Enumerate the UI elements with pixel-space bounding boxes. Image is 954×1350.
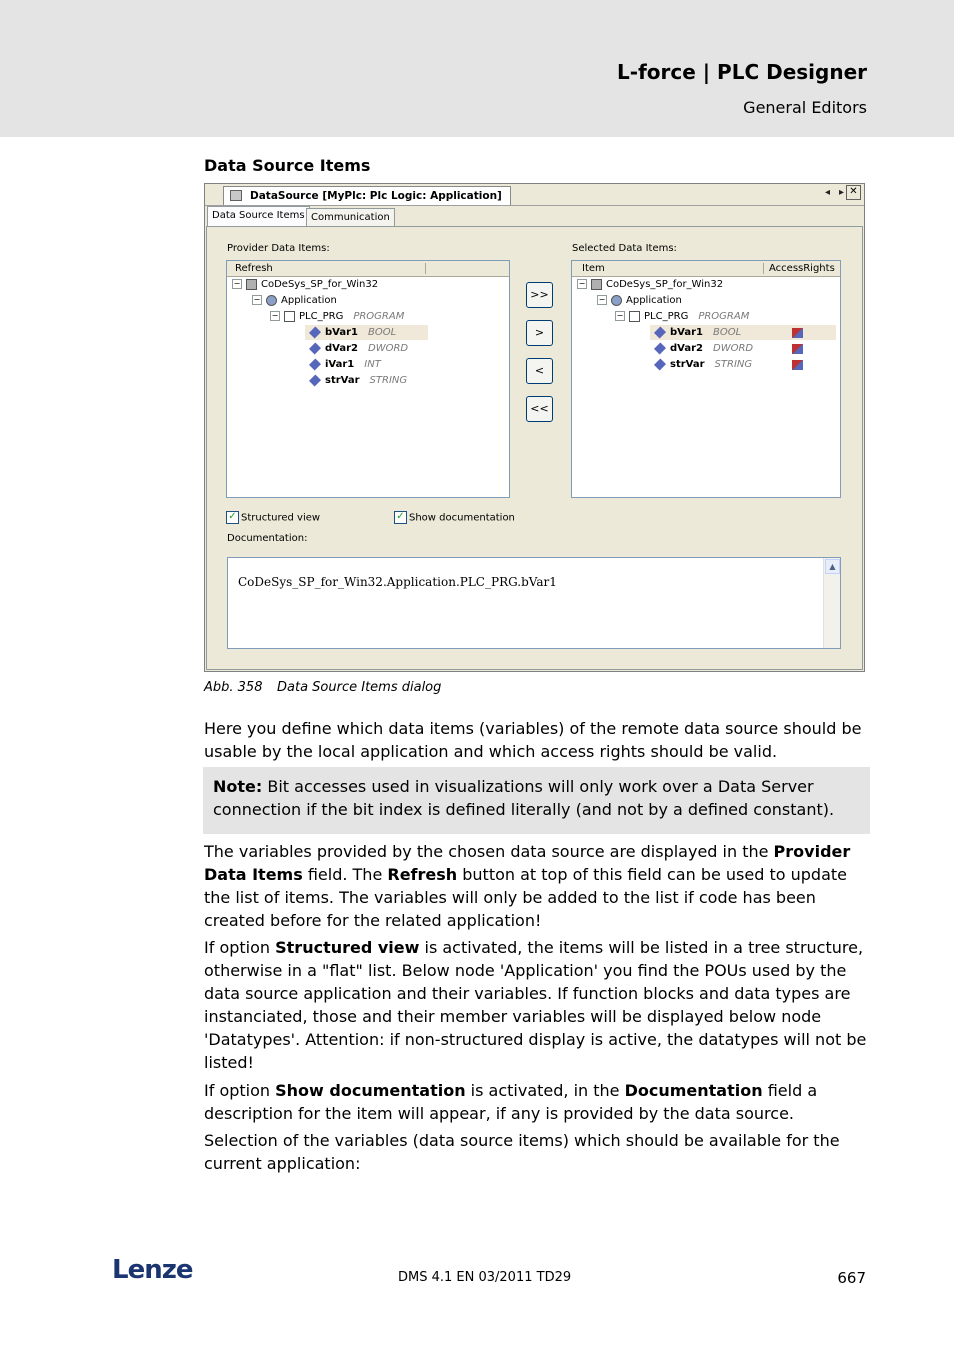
figure-caption-text: Data Source Items dialog xyxy=(277,680,442,695)
access-rights-icon[interactable] xyxy=(792,344,803,354)
paragraph-intro: Here you define which data items (variables) of the remote data source should be usable by the local application and which access rights should be valid. xyxy=(204,719,862,761)
paragraph-provider: The variables provided by the chosen data source are displayed in the Provider Data Items field. The Refresh button at top of this field can be used to update the list of items. The variables will only be added to the list if code has been created before for the related application! xyxy=(204,842,851,930)
note-text: Bit accesses used in visualizations will only work over a Data Server connection if the bit index is defined literally (and not by a defined constant). xyxy=(213,777,835,819)
documentation-label: Documentation: xyxy=(227,533,308,544)
show-documentation-checkbox[interactable]: ✓ Show documentation xyxy=(394,511,515,525)
lenze-logo: Lenze xyxy=(112,1255,193,1285)
footer-doc-id: DMS 4.1 EN 03/2011 TD29 xyxy=(398,1270,572,1285)
checkmark-icon: ✓ xyxy=(394,511,407,524)
tree-node-pou[interactable]: − PLC_PRG PROGRAM xyxy=(271,311,405,322)
paragraph-show-documentation: If option Show documentation is activated, in the Documentation field a description for the item will appear, if any is provided by the data source. xyxy=(204,1081,818,1123)
note-label: Note: xyxy=(213,777,263,796)
selected-data-items-list[interactable] xyxy=(571,260,841,498)
figure-number: Abb. 358 xyxy=(204,680,263,695)
collapse-icon[interactable]: − xyxy=(233,279,241,288)
remove-all-button[interactable]: << xyxy=(526,396,553,422)
structured-view-checkbox[interactable]: ✓ Structured view xyxy=(226,511,320,525)
header-title: L-force | PLC Designer xyxy=(617,60,867,84)
selected-var-row[interactable]: bVar1 BOOL xyxy=(654,325,741,340)
tree-node-application[interactable]: − Application xyxy=(253,295,337,306)
variable-icon xyxy=(654,326,666,338)
access-rights-icon[interactable] xyxy=(792,360,803,370)
collapse-icon[interactable]: − xyxy=(616,311,624,320)
device-icon xyxy=(246,279,257,290)
variable-icon xyxy=(654,358,666,370)
tab-communication[interactable]: Communication xyxy=(306,208,395,226)
scroll-up-icon[interactable]: ▲ xyxy=(825,559,840,574)
datasource-icon xyxy=(230,190,242,201)
nav-prev-icon[interactable]: ◂ xyxy=(824,187,830,198)
pou-icon xyxy=(284,311,295,322)
close-icon[interactable]: ✕ xyxy=(846,185,861,200)
tree-node-device[interactable]: − CoDeSys_SP_for_Win32 xyxy=(578,279,724,290)
column-header-item[interactable]: Item xyxy=(582,263,605,274)
selected-var-row[interactable]: strVar STRING xyxy=(654,357,752,372)
variable-icon xyxy=(309,342,321,354)
provider-var-row[interactable]: iVar1 INT xyxy=(309,357,381,372)
paragraph-structured-view: If option Structured view is activated, the items will be listed in a tree structure, otherwise in a "flat" list. Below node 'Application' you find the POUs used by the data source application and their variables. If function blocks and data types are instanciated, those and their member variables will be displayed below node 'Datatypes'. Attention: if non-structured display is active, the datatypes will not be listed! xyxy=(204,938,867,1072)
collapse-icon[interactable]: − xyxy=(578,279,586,288)
checkmark-icon: ✓ xyxy=(226,511,239,524)
tree-node-device[interactable]: − CoDeSys_SP_for_Win32 xyxy=(233,279,379,290)
selected-data-items-label: Selected Data Items: xyxy=(572,243,677,254)
provider-list-header xyxy=(227,261,509,277)
column-header-accessrights[interactable]: AccessRights xyxy=(769,263,835,274)
provider-var-row[interactable]: strVar STRING xyxy=(309,373,407,388)
device-icon xyxy=(591,279,602,290)
page-number: 667 xyxy=(837,1269,866,1287)
variable-icon xyxy=(309,326,321,338)
provider-data-items-list[interactable] xyxy=(226,260,510,498)
documentation-scrollbar[interactable] xyxy=(823,558,840,648)
documentation-field[interactable] xyxy=(227,557,841,649)
selected-var-row[interactable]: dVar2 DWORD xyxy=(654,341,753,356)
document-tab-bar xyxy=(205,184,864,206)
collapse-icon[interactable]: − xyxy=(598,295,606,304)
variable-icon xyxy=(654,342,666,354)
document-tab[interactable] xyxy=(223,186,511,205)
variable-icon xyxy=(309,358,321,370)
paragraph-selection: Selection of the variables (data source items) which should be available for the current application: xyxy=(204,1131,840,1173)
tab-data-source-items[interactable]: Data Source Items xyxy=(207,206,310,227)
tree-node-application[interactable]: − Application xyxy=(598,295,682,306)
refresh-button[interactable]: Refresh xyxy=(235,263,273,274)
selected-list-header xyxy=(572,261,840,277)
document-tab-label: DataSource [MyPlc: Plc Logic: Application] xyxy=(250,190,502,202)
provider-var-row[interactable]: bVar1 BOOL xyxy=(309,325,396,340)
collapse-icon[interactable]: − xyxy=(271,311,279,320)
tree-node-pou[interactable]: − PLC_PRG PROGRAM xyxy=(616,311,750,322)
application-gear-icon xyxy=(266,295,277,306)
provider-data-items-label: Provider Data Items: xyxy=(227,243,330,254)
tab-panel xyxy=(206,226,863,670)
provider-var-row[interactable]: dVar2 DWORD xyxy=(309,341,408,356)
note-box xyxy=(203,767,870,834)
figure-caption xyxy=(204,680,441,695)
collapse-icon[interactable]: − xyxy=(253,295,261,304)
page-header xyxy=(0,0,954,137)
nav-next-icon[interactable]: ▸ xyxy=(838,187,844,198)
section-title: Data Source Items xyxy=(204,156,371,175)
add-button[interactable]: > xyxy=(526,320,553,346)
add-all-button[interactable]: >> xyxy=(526,282,553,308)
data-source-dialog xyxy=(204,183,865,672)
access-rights-icon[interactable] xyxy=(792,328,803,338)
remove-button[interactable]: < xyxy=(526,358,553,384)
application-gear-icon xyxy=(611,295,622,306)
variable-icon xyxy=(309,374,321,386)
documentation-text: CoDeSys_SP_for_Win32.Application.PLC_PRG.bVar1 xyxy=(238,575,557,589)
pou-icon xyxy=(629,311,640,322)
header-subtitle: General Editors xyxy=(743,98,867,117)
